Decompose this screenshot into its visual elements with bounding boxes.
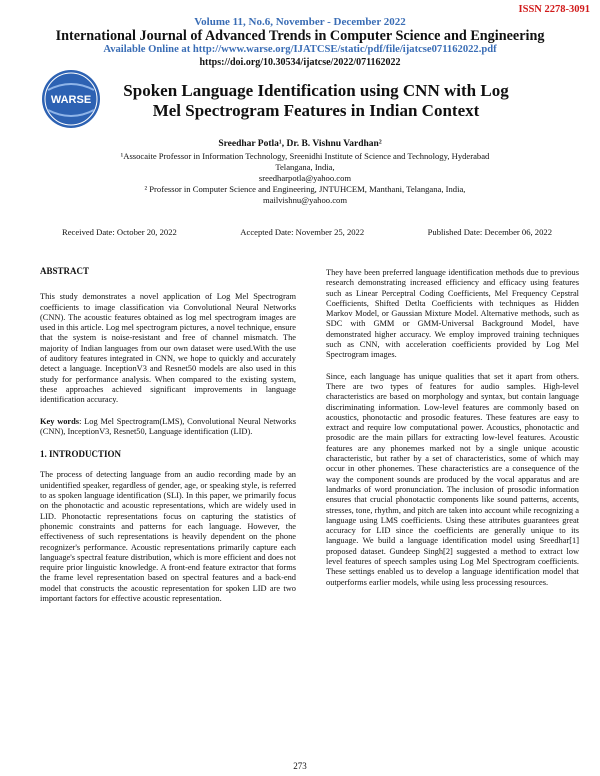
left-column — [40, 266, 296, 604]
online-url[interactable]: Available Online at http://www.warse.org/IJATCSE/static/pdf/file/ijatcse071162022.pdf — [103, 44, 497, 55]
dates-row — [62, 227, 552, 237]
abstract-heading: ABSTRACT — [40, 266, 90, 276]
right-para-2: Since, each language has unique qualities that set it apart from others. There are two types of features for audio samples. High-level characteristics are based on morphology and syntax, but contain language discriminating information. Low-level features are commonly based on acoustics, phonotactic and prosodic features. These features are easy to extract and require low computational power. Acoustics, phonotactic and prosodic are the main pillars for extracting low-level features. Acoustic features are any phonemes marked not by a single unique acoustic characteristic, but rather by a set of characteristics, some of which may occur in other phonemes. These characteristics are a consequence of the way the component sounds are produced by the vocal apparatus and are landmarks of word pronunciation. The inclusion of prosodic information ensures that crucial phonotactic components like sound patterns, accents, stresses, tone, rhythm, and pitch are taken into account while recognizing a language using LMS coefficients. Using these attributes guarantees great accuracy for LID since the coefficients are generally unique to its language. We build a language identification model using Sreedhar[1] proposed dataset. Gundeep Singh[2] suggested a method to extract low level features of speech samples using Log Mel Spectrogram coefficients. These settings enabled us to develop a language identification model that outperforms earlier models, while using less processing resources. — [326, 371, 579, 587]
title-line-1: Spoken Language Identification using CNN with Log — [123, 81, 509, 100]
affiliation-1 — [40, 151, 570, 184]
affil1-line2: Telangana, India, — [275, 162, 335, 172]
page-number: 273 — [293, 761, 307, 771]
affiliation-2 — [40, 184, 570, 206]
affil1-line1: ¹Assocaite Professor in Information Technology, Sreenidhi Institute of Science and Technology, Hyderabad — [120, 151, 490, 161]
keywords-label: Key words — [40, 416, 80, 426]
title-line-2: Mel Spectrogram Features in Indian Context — [152, 101, 480, 120]
affil1-email: sreedharpotla@yahoo.com — [258, 173, 352, 183]
keywords-text: : Log Mel Spectrogram(LMS), Convolutional Neural Networks (CNN), InceptionV3, Resnet50, Language identification (LID). — [40, 416, 297, 436]
warse-logo — [40, 68, 102, 130]
right-column — [326, 268, 579, 588]
affil2-line1: ² Professor in Computer Science and Engineering, JNTUHCEM, Manthani, Telangana, India, — [144, 184, 466, 194]
received-date: Received Date: October 20, 2022 — [62, 227, 177, 237]
intro-text: The process of detecting language from an audio recording made by an unidentified speaker, regardless of gender, age, or speaking style, is referred to as spoken language identification (SLI). In this paper, we primarily focus on the phonotactic and acoustic representations, which are widely used in LID. Phonotactic representations focus on capturing the statistics of phonemic constraints and patterns for each language. However, the effectiveness of such representations is heavily dependent on the phone recognizer's performance. Acoustic representations primarily capture each language's spectral feature distribution, which is more efficient and does not require prior linguistic knowledge. A front-end feature extractor that forms the frame level representation based on spectral features and a back-end model that constructs the acoustic representation for spoken LID are two important factors for effective acoustic representation. — [40, 470, 296, 604]
volume-line: Volume 11, No.6, November - December 2022 — [194, 16, 406, 28]
keywords — [40, 417, 296, 438]
journal-title: International Journal of Advanced Trends in Computer Science and Engineering — [55, 28, 545, 44]
intro-heading: 1. INTRODUCTION — [40, 449, 122, 460]
published-date: Published Date: December 06, 2022 — [427, 227, 552, 237]
doi-link[interactable]: https://doi.org/10.30534/ijatcse/2022/071162022 — [199, 57, 401, 68]
paper-title — [96, 81, 536, 121]
issn-label: ISSN 2278-3091 — [518, 4, 590, 15]
abstract-text: This study demonstrates a novel application of Log Mel Spectrogram coefficients to image classification via Convolutional Neural Networks (CNN). The acoustic features obtained as log mel spectrogram images are used in this article. Log mel spectrogram pictures, a novel technique, ensure that the system is noise-resistant and free of channel mismatch. The majority of Indian languages from our own dataset were used.With the use of auditory features integrated in CNN, we hope to quickly and accurately detect a language. InceptionV3 and Resnet50 models are also used in this study for performance analysis. When compared to the existing system, these approaches achieved significant improvements in language identification accuracy. — [40, 292, 296, 405]
right-para-1: They have been preferred language identification methods due to previous research demonstrating increased efficiency and efficacy using features such as Linear Perceptral Coding Coefficients, Mel Frequency Cepstral Coefficients, Shifted Detlta Coefficients with techniques as Hidden Markov Model, or Gaussian Mixture Model. Alternative methods, such as SDC with GMM or GMM-Universal Background Model, have demonstrated higher accuracy. We employ improved training techniques such as CNN, with acceleration coefficients provided by Log Mel Spectrogram images. — [326, 268, 579, 360]
affil2-email: mailvishnu@yahoo.com — [262, 195, 348, 205]
accepted-date: Accepted Date: November 25, 2022 — [240, 227, 365, 237]
authors: Sreedhar Potla¹, Dr. B. Vishnu Vardhan² — [218, 139, 382, 149]
logo-text: WARSE — [50, 94, 92, 106]
